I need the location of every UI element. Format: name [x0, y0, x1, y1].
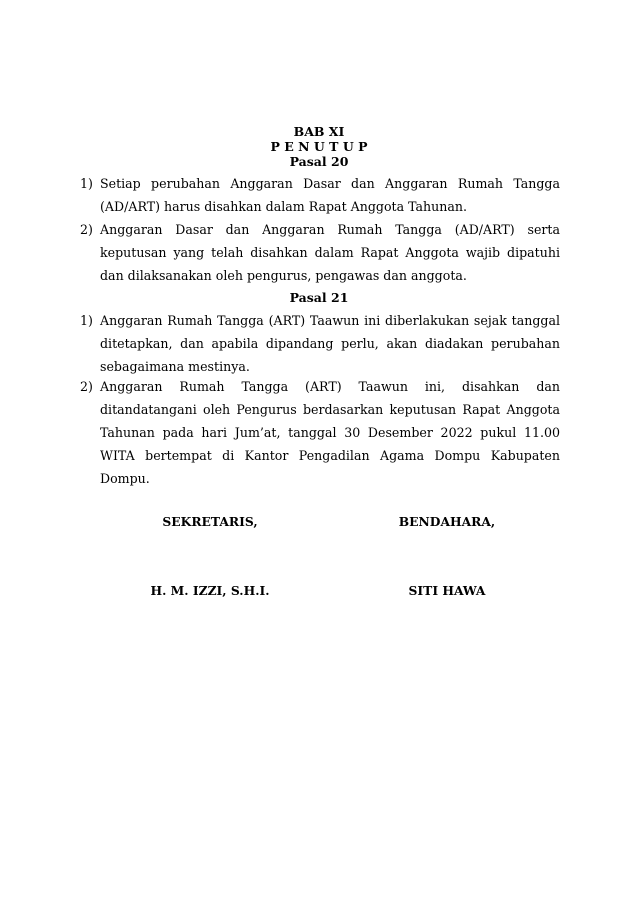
list-number: 1) [80, 176, 93, 191]
article-20-item-1 [80, 172, 560, 218]
article-21-item-1 [80, 309, 560, 378]
list-item-text: Anggaran Rumah Tangga (ART) Taawun ini, disahkan dan ditandatangani oleh Pengurus berdasarkan keputusan Rapat Anggota Tahunan pada hari Jum’at, tanggal 30 Desember 2022 pukul 11.00 WITA bertempat di Kantor Pengadilan Agama Dompu Kabupaten Dompu. [100, 379, 560, 486]
list-item-text: Anggaran Rumah Tangga (ART) Taawun ini diberlakukan sejak tanggal ditetapkan, dan apabila dipandang perlu, akan diadakan perubahan sebagaimana mestinya. [100, 313, 560, 374]
article-20-item-2 [80, 218, 560, 287]
signature-left-name: H. M. IZZI, S.H.I. [150, 583, 270, 598]
list-number: 2) [80, 222, 93, 237]
signature-right-title: BENDAHARA, [398, 514, 496, 529]
list-item-text: Setiap perubahan Anggaran Dasar dan Anggaran Rumah Tangga (AD/ART) harus disahkan dalam Rapat Anggota Tahunan. [100, 176, 560, 214]
chapter-title: P E N U T U P [270, 139, 368, 154]
chapter-number: BAB XI [293, 124, 345, 139]
list-item-text: Anggaran Dasar dan Anggaran Rumah Tangga (AD/ART) serta keputusan yang telah disahkan dalam Rapat Anggota wajib dipatuhi dan dilaksanakan oleh pengurus, pengawas dan anggota. [100, 222, 560, 283]
list-number: 1) [80, 313, 93, 328]
article-20-heading: Pasal 20 [289, 154, 349, 169]
signature-right-name: SITI HAWA [408, 583, 486, 598]
list-number: 2) [80, 379, 93, 394]
article-21-heading: Pasal 21 [289, 290, 349, 305]
article-21-item-2 [80, 375, 560, 490]
signature-left-title: SEKRETARIS, [162, 514, 258, 529]
